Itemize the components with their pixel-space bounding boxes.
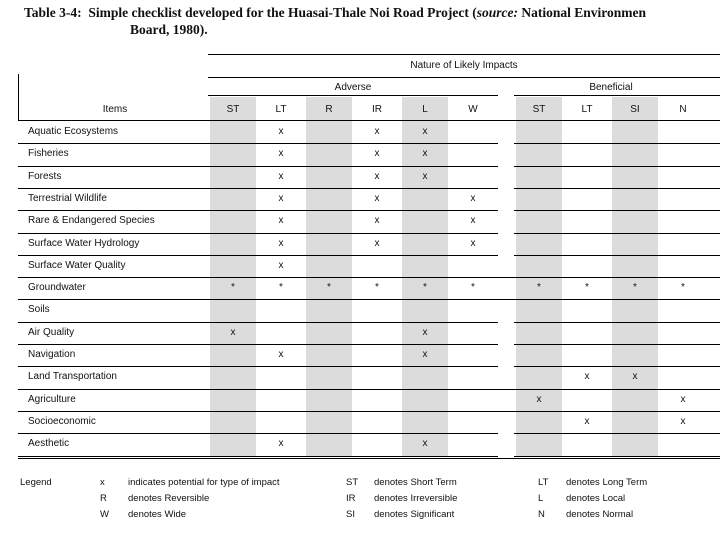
- legend-text: denotes Significant: [374, 509, 455, 520]
- row-rule: [18, 366, 208, 367]
- row-item-label: Aesthetic: [28, 438, 70, 450]
- caption-label: Table 3-4:: [24, 5, 82, 20]
- beneficial-cell: x: [584, 371, 590, 383]
- items-left-rule: [18, 74, 19, 121]
- adverse-cell: x: [278, 438, 284, 450]
- adverse-cell: x: [278, 237, 284, 249]
- legend-key: R: [100, 493, 107, 504]
- row-rule: [208, 433, 498, 434]
- items-header: Items: [102, 104, 128, 115]
- table-caption: [24, 4, 720, 38]
- adverse-cell: x: [422, 349, 428, 360]
- legend-text: denotes Short Term: [374, 477, 457, 488]
- row-item-label: Surface Water Quality: [28, 259, 126, 271]
- row-rule-strong: [18, 277, 720, 278]
- legend-text: indicates potential for type of impact: [128, 477, 280, 488]
- beneficial-cell: x: [584, 415, 590, 427]
- adverse-col-header: ST: [226, 104, 240, 115]
- row-rule: [514, 143, 720, 144]
- row-item-label: Forests: [28, 170, 62, 182]
- legend-text: denotes Long Term: [566, 477, 648, 488]
- beneficial-cell: x: [632, 371, 638, 383]
- row-rule: [18, 188, 208, 189]
- adverse-cell: x: [278, 259, 284, 271]
- row-rule: [208, 366, 498, 367]
- row-item-label: Terrestrial Wildlife: [28, 192, 107, 204]
- adverse-group-rule: [208, 95, 498, 96]
- row-item-label: Fisheries: [28, 148, 69, 160]
- beneficial-cell: *: [633, 282, 637, 294]
- super-header: Nature of Likely Impacts: [410, 60, 518, 71]
- row-rule: [208, 210, 498, 211]
- row-rule: [18, 255, 208, 256]
- row-rule: [18, 143, 208, 144]
- beneficial-cell: *: [681, 282, 685, 294]
- legend-text: denotes Reversible: [128, 493, 210, 504]
- adverse-cell: x: [278, 215, 284, 227]
- row-item-label: Land Transportation: [28, 371, 117, 383]
- adverse-cell: *: [423, 282, 427, 294]
- row-item-label: Groundwater: [28, 282, 86, 294]
- row-rule: [18, 166, 208, 167]
- adverse-cell: x: [470, 215, 476, 227]
- adverse-cell: x: [278, 170, 284, 182]
- adverse-cell: x: [278, 126, 284, 137]
- adverse-cell: *: [279, 282, 283, 294]
- header-top-rule: [208, 54, 720, 55]
- row-item-label: Surface Water Hydrology: [28, 237, 140, 249]
- beneficial-cell: x: [536, 393, 542, 405]
- legend-text: denotes Local: [566, 493, 626, 504]
- adverse-col-header: LT: [275, 104, 287, 115]
- row-rule: [514, 344, 720, 345]
- beneficial-cell: x: [680, 415, 686, 427]
- adverse-cell: x: [470, 192, 476, 204]
- caption-line2: Board, 1980).: [130, 22, 208, 37]
- row-rule: [18, 433, 208, 434]
- beneficial-group-rule: [514, 95, 720, 96]
- adverse-cell: x: [374, 148, 380, 160]
- row-rule: [208, 456, 498, 457]
- legend-label: Legend: [20, 477, 52, 488]
- row-rule: [18, 344, 208, 345]
- adverse-col-header: R: [325, 104, 333, 115]
- row-item-label: Aquatic Ecosystems: [28, 126, 119, 137]
- legend-key: IR: [346, 493, 356, 504]
- row-rule-strong: [18, 389, 720, 390]
- caption-source-word: source:: [476, 5, 518, 20]
- row-rule-strong: [18, 299, 720, 300]
- row-item-label: Rare & Endangered Species: [28, 215, 155, 227]
- row-rule: [514, 166, 720, 167]
- adverse-cell: x: [230, 326, 236, 338]
- row-item-label: Air Quality: [28, 326, 75, 338]
- row-rule: [514, 255, 720, 256]
- beneficial-col-header: N: [679, 104, 687, 115]
- adverse-cell: x: [374, 192, 380, 204]
- adverse-cell: *: [327, 282, 331, 294]
- row-item-label: Navigation: [28, 349, 76, 360]
- legend-key: x: [100, 477, 105, 488]
- row-rule: [208, 233, 498, 234]
- adverse-cell: x: [422, 170, 428, 182]
- caption-source-rest: National Environmen: [521, 5, 647, 20]
- row-rule: [208, 344, 498, 345]
- legend-key: L: [538, 493, 544, 504]
- adverse-cell: x: [422, 438, 428, 450]
- row-item-label: Agriculture: [28, 393, 76, 405]
- row-rule: [514, 456, 720, 457]
- legend-text: denotes Irreversible: [374, 493, 458, 504]
- beneficial-group-header: Beneficial: [589, 82, 633, 93]
- beneficial-col-header: LT: [581, 104, 593, 115]
- beneficial-col-header: ST: [532, 104, 546, 115]
- row-rule: [208, 188, 498, 189]
- legend-text: denotes Normal: [566, 509, 634, 520]
- beneficial-cell: x: [680, 393, 686, 405]
- adverse-cell: x: [374, 126, 380, 137]
- row-rule: [208, 143, 498, 144]
- super-header-rule: [208, 77, 720, 78]
- adverse-cell: x: [374, 215, 380, 227]
- row-rule: [514, 322, 720, 323]
- table-bottom-rule: [18, 458, 720, 459]
- adverse-cell: *: [375, 282, 379, 294]
- row-rule: [18, 233, 208, 234]
- adverse-cell: *: [231, 282, 235, 294]
- adverse-cell: x: [278, 349, 284, 360]
- legend-key: SI: [346, 509, 355, 520]
- adverse-cell: *: [471, 282, 475, 294]
- row-rule: [208, 166, 498, 167]
- adverse-cell: x: [374, 170, 380, 182]
- beneficial-col-header: SI: [630, 104, 640, 115]
- legend-key: LT: [538, 477, 549, 488]
- legend-key: N: [538, 509, 545, 520]
- adverse-cell: x: [278, 148, 284, 160]
- beneficial-cell: *: [537, 282, 541, 294]
- row-rule: [514, 188, 720, 189]
- legend-text: denotes Wide: [128, 509, 187, 520]
- legend-key: W: [100, 509, 109, 520]
- adverse-col-header: W: [468, 104, 478, 115]
- legend-key: ST: [346, 477, 359, 488]
- adverse-cell: x: [422, 148, 428, 160]
- row-rule: [514, 433, 720, 434]
- adverse-cell: x: [278, 192, 284, 204]
- adverse-group-header: Adverse: [334, 82, 372, 93]
- row-rule: [208, 255, 498, 256]
- adverse-col-header: L: [422, 104, 428, 115]
- row-rule-strong: [18, 411, 720, 412]
- row-item-label: Soils: [28, 304, 50, 316]
- row-rule: [514, 233, 720, 234]
- row-rule: [18, 210, 208, 211]
- row-item-label: Socioeconomic: [28, 415, 96, 427]
- row-rule: [514, 366, 720, 367]
- row-rule: [18, 322, 208, 323]
- adverse-cell: x: [422, 126, 428, 137]
- header-bottom-rule: [18, 120, 720, 121]
- row-rule: [208, 322, 498, 323]
- beneficial-cell: *: [585, 282, 589, 294]
- caption-text: Simple checklist developed for the Huasai-Thale Noi Road Project (: [88, 5, 477, 20]
- adverse-cell: x: [422, 326, 428, 338]
- row-rule: [18, 456, 208, 457]
- row-rule: [514, 210, 720, 211]
- adverse-cell: x: [470, 237, 476, 249]
- adverse-col-header: IR: [372, 104, 382, 115]
- adverse-cell: x: [374, 237, 380, 249]
